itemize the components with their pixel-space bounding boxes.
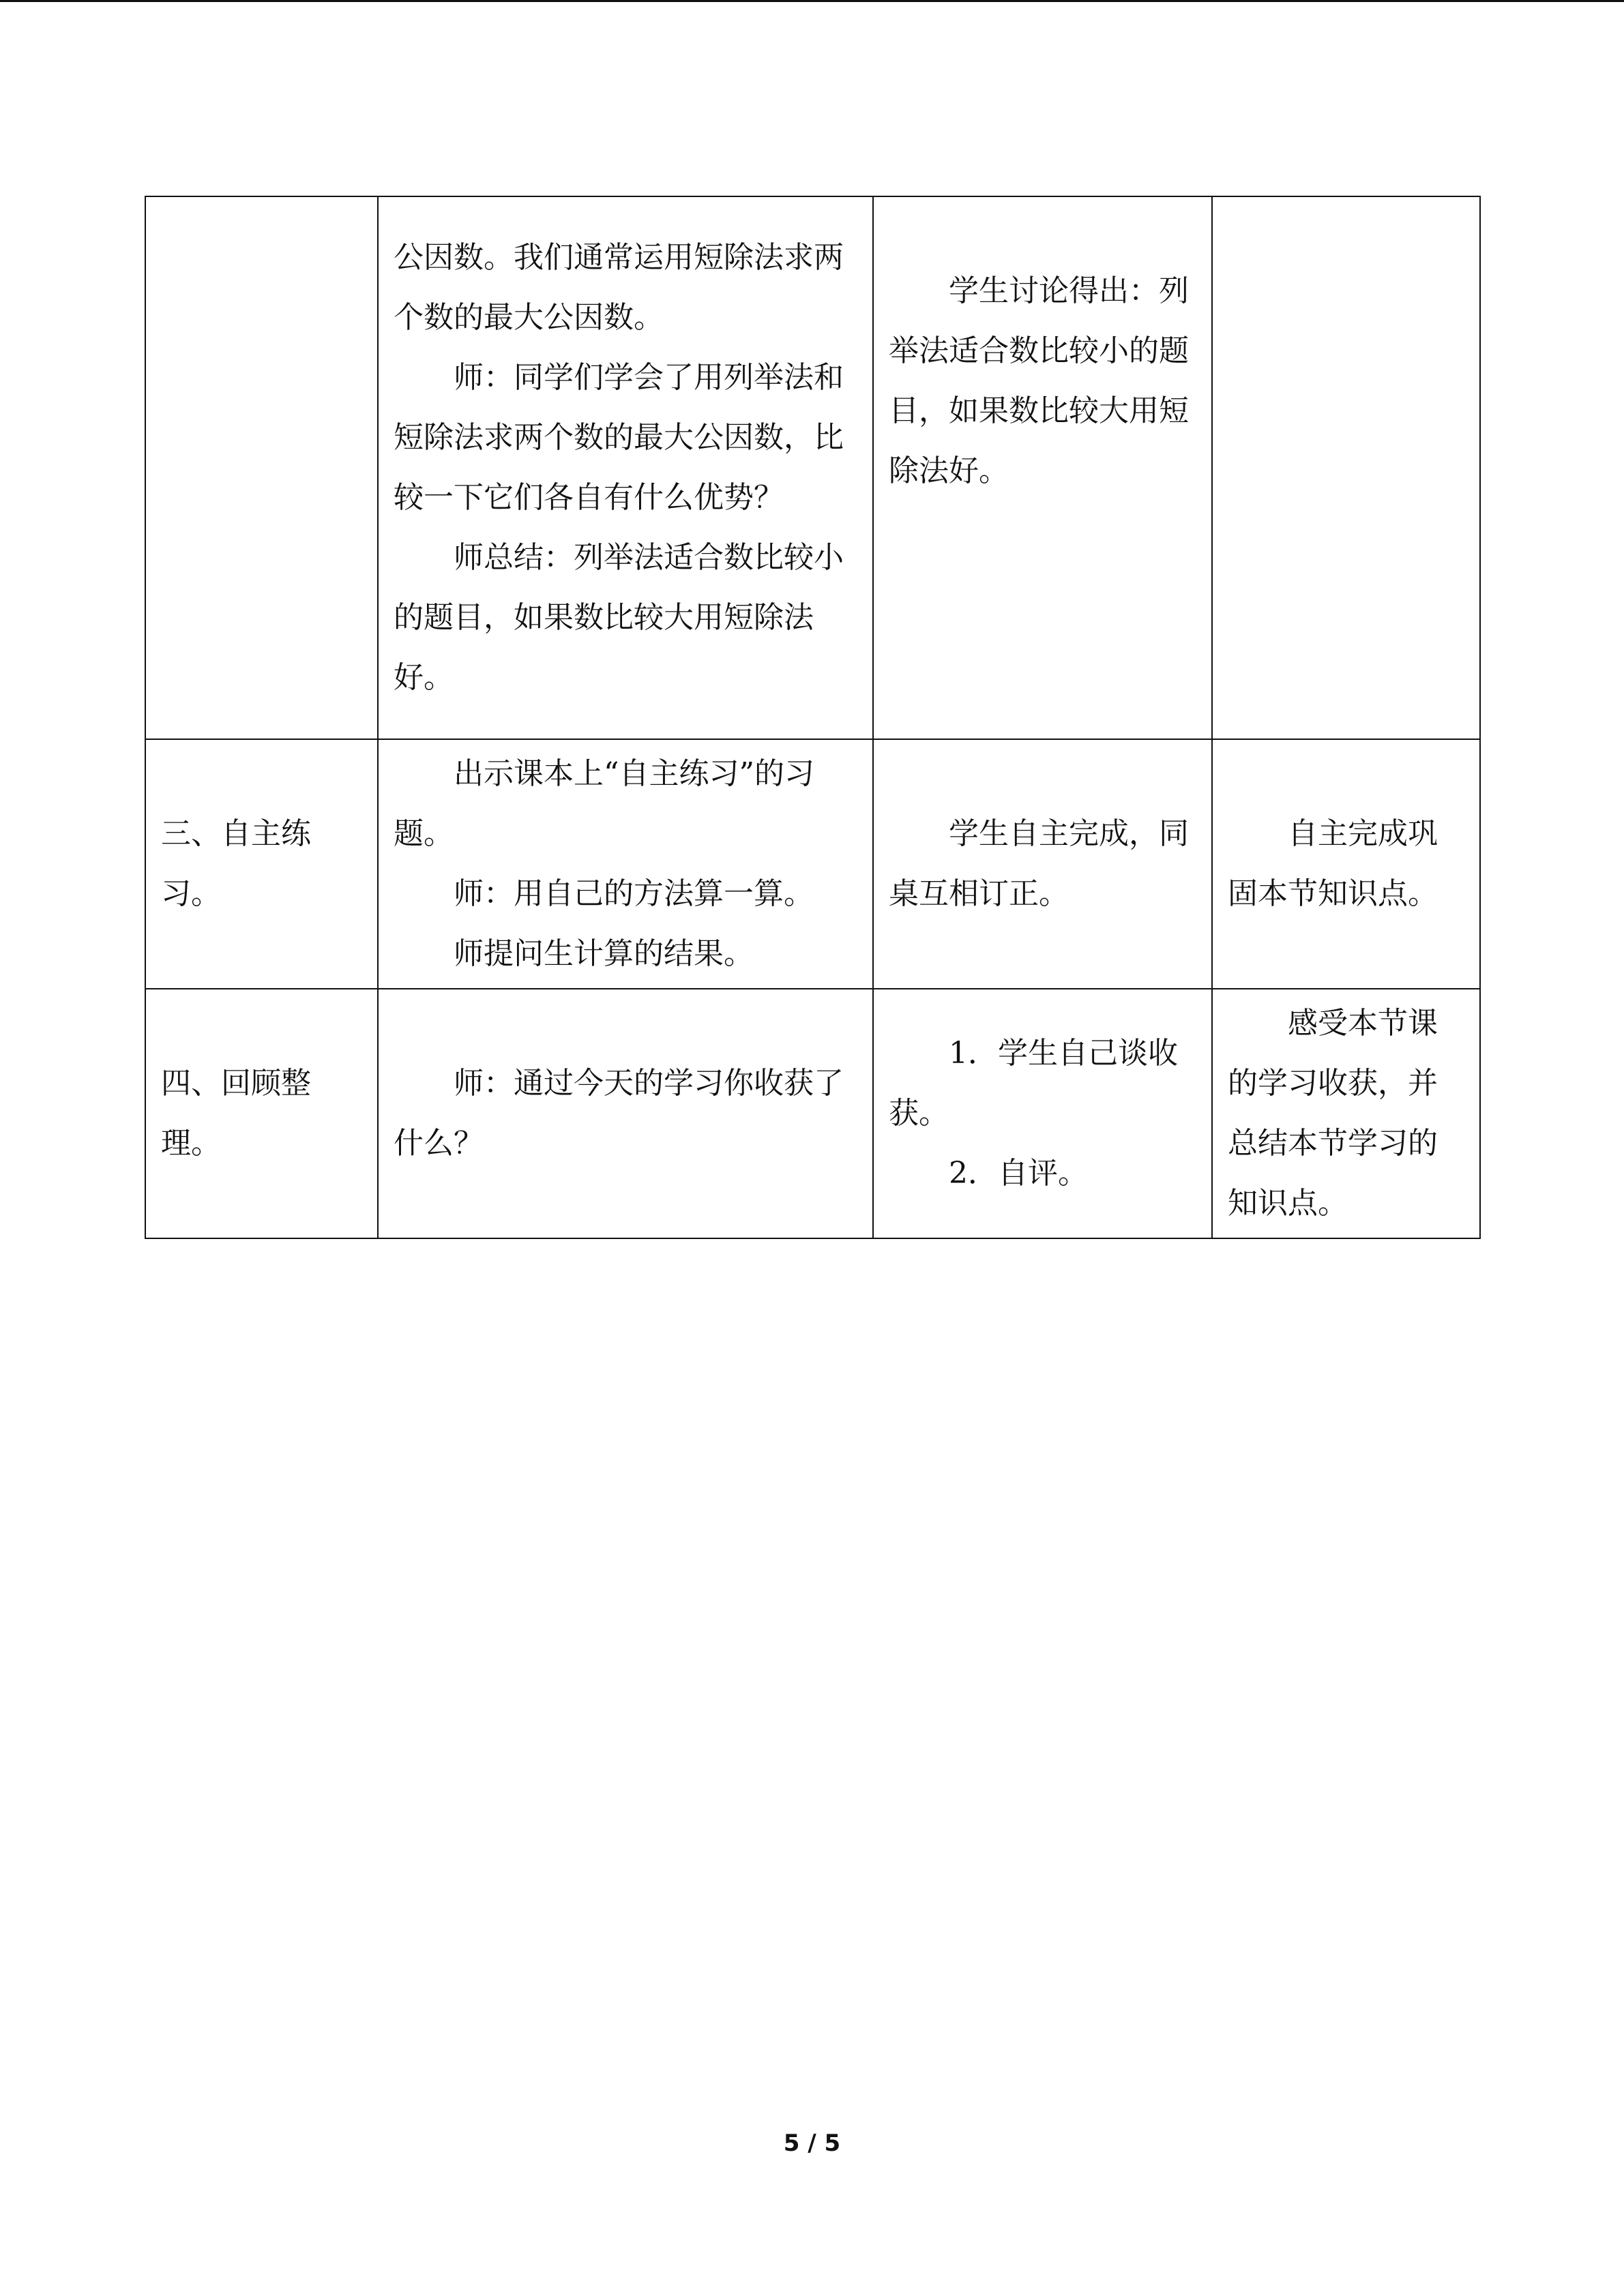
design-intent-cell (1212, 739, 1480, 989)
teacher-activity-cell (378, 739, 873, 989)
teacher-paragraph: 师：同学们学会了用列举法和短除法求两个数的最大公因数，比较一下它们各自有什么优势？ (394, 360, 844, 515)
teacher-paragraph: 师提问生计算的结果。 (454, 936, 754, 971)
student-activity-cell (873, 739, 1212, 989)
top-border-rule (0, 0, 1624, 2)
student-paragraph: 1．学生自己谈收获。 (889, 1036, 1178, 1131)
student-activity-cell (873, 989, 1212, 1238)
stage-cell (145, 739, 378, 989)
stage-cell (145, 196, 378, 739)
table-row (145, 989, 1480, 1238)
teacher-paragraph: 出示课本上“自主练习”的习题。 (394, 756, 814, 851)
teacher-paragraph: 师：通过今天的学习你收获了什么？ (394, 1066, 844, 1161)
table-row (145, 739, 1480, 989)
teacher-paragraph: 师：用自己的方法算一算。 (454, 876, 814, 911)
teacher-paragraph: 师总结：列举法适合数比较小的题目，如果数比较大用短除法好。 (394, 540, 844, 695)
table-row (145, 196, 1480, 739)
student-paragraph: 学生讨论得出：列举法适合数比较小的题目，如果数比较大用短除法好。 (889, 273, 1189, 488)
teacher-paragraph: 公因数。我们通常运用短除法求两个数的最大公因数。 (394, 240, 844, 335)
student-paragraph: 2．自评。 (949, 1156, 1088, 1191)
design-intent-cell (1212, 196, 1480, 739)
page-number: 5 / 5 (783, 2130, 841, 2157)
teacher-activity-cell (378, 989, 873, 1238)
stage-text: 四、回顾整理。 (161, 1066, 311, 1161)
lesson-plan-table (145, 196, 1481, 1239)
stage-cell (145, 989, 378, 1238)
intent-paragraph: 感受本节课的学习收获，并总结本节学习的知识点。 (1228, 1006, 1438, 1221)
student-paragraph: 学生自主完成，同桌互相订正。 (889, 816, 1189, 911)
stage-text: 三、自主练习。 (161, 816, 311, 911)
design-intent-cell (1212, 989, 1480, 1238)
intent-paragraph: 自主完成巩固本节知识点。 (1228, 816, 1438, 911)
student-activity-cell (873, 196, 1212, 739)
teacher-activity-cell (378, 196, 873, 739)
